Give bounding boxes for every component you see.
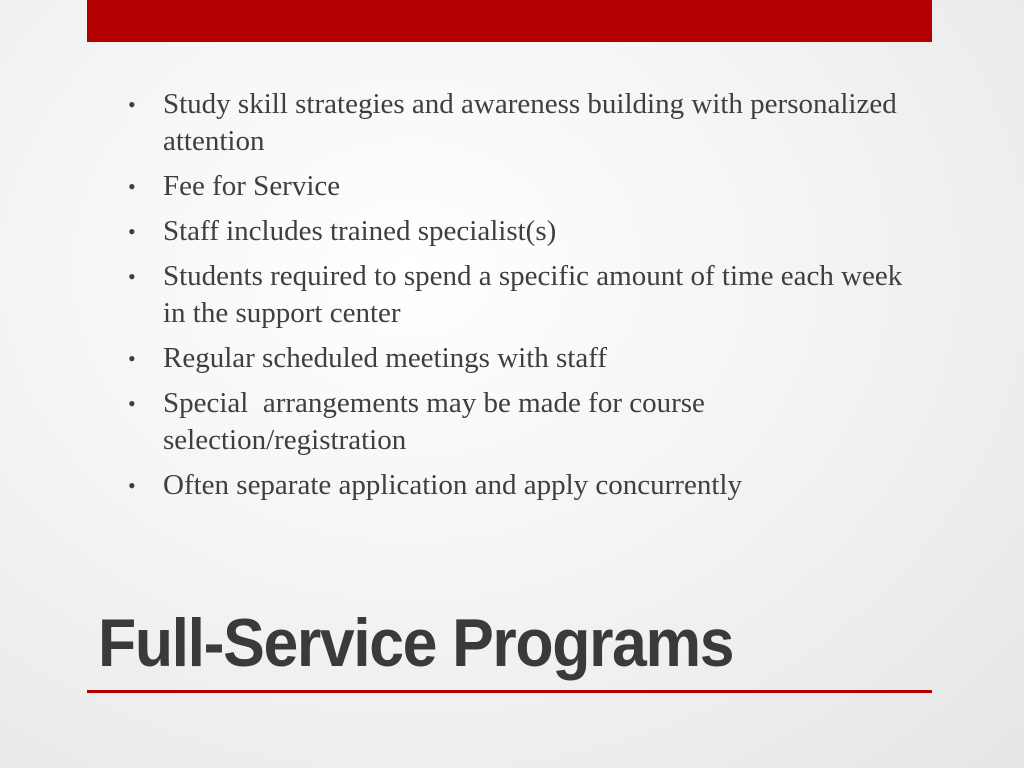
bullet-dot-icon: •	[128, 391, 136, 416]
list-item	[128, 467, 918, 504]
list-item	[128, 213, 918, 250]
title-underline-rule	[87, 690, 932, 693]
slide-title: Full-Service Programs	[98, 605, 734, 681]
bullet-text: Special arrangements may be made for course selection/registration	[163, 387, 713, 456]
bullet-dot-icon: •	[128, 219, 136, 244]
list-item	[128, 340, 918, 377]
bullet-list	[128, 86, 918, 512]
bullet-dot-icon: •	[128, 174, 136, 199]
bullet-dot-icon: •	[128, 473, 136, 498]
list-item	[128, 258, 918, 332]
bullet-text: Regular scheduled meetings with staff	[163, 342, 608, 374]
bullet-text: Study skill strategies and awareness building with personalized attention	[163, 88, 897, 157]
bullet-text: Fee for Service	[163, 170, 341, 202]
bullet-text: Often separate application and apply concurrently	[163, 469, 742, 501]
top-accent-bar	[87, 0, 932, 42]
bullet-dot-icon: •	[128, 346, 136, 371]
list-item	[128, 168, 918, 205]
bullet-dot-icon: •	[128, 92, 136, 117]
bullet-dot-icon: •	[128, 264, 136, 289]
list-item	[128, 86, 918, 160]
bullet-text: Students required to spend a specific amount of time each week in the support center	[163, 260, 903, 329]
bullet-text: Staff includes trained specialist(s)	[163, 215, 557, 247]
list-item	[128, 385, 918, 459]
